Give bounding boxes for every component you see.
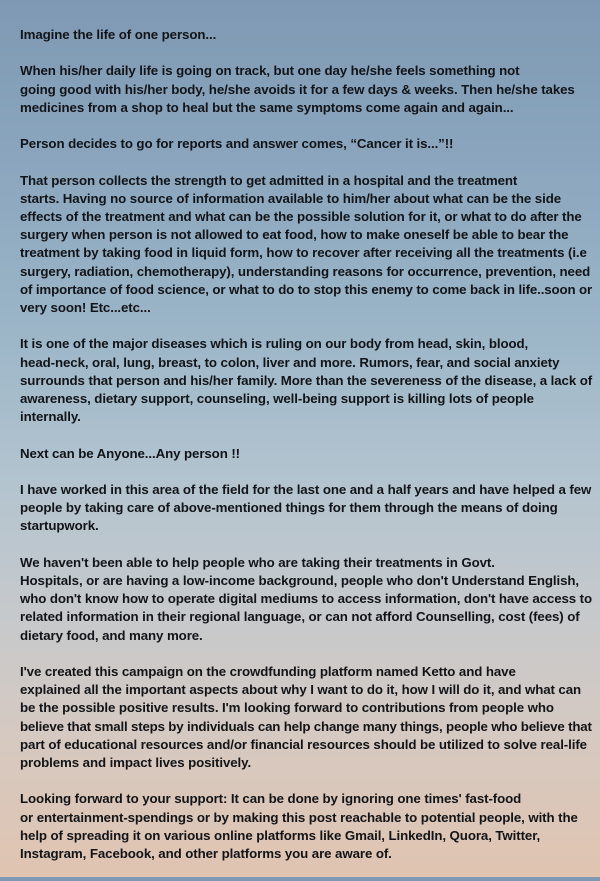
text-line: Looking forward to your support: It can be done by ignoring one times' fast-food <box>20 791 522 807</box>
paragraph-experience <box>20 481 592 536</box>
text-line: I've created this campaign on the crowdfunding platform named Ketto and have <box>20 663 516 679</box>
text-line: be the possible positive results. I'm looking forward to contributions from people who <box>20 700 554 716</box>
text-line: When his/her daily life is going on track, but one day he/she feels something not <box>20 63 520 79</box>
paragraph-disease <box>20 335 592 426</box>
text-line: dietary food, and many more. <box>20 627 203 643</box>
text-line: explained all the important aspects about why I want to do it, how I will do it, and what can <box>20 682 582 698</box>
text-line: surgery when person is not allowed to eat food, how to make oneself be able to bear the <box>20 227 569 243</box>
text-line: part of educational resources and/or financial resources should be utilized to solve real-life <box>20 736 587 752</box>
text-line: surrounds that person and his/her family. More than the severeness of the disease, a lack of <box>20 372 593 388</box>
paragraph-symptoms <box>20 62 592 117</box>
paragraph-support <box>20 790 592 863</box>
text-line: surgery, radiation, chemotherapy), understanding reasons for occurrence, prevention, need <box>20 263 591 279</box>
text-line: medicines from a shop to heal but the same symptoms come again and again... <box>20 99 514 115</box>
text-line: head-neck, oral, lung, breast, to colon, liver and more. Rumors, fear, and social anxiety <box>20 354 560 370</box>
paragraph-intro <box>20 26 592 44</box>
paragraph-gap <box>20 554 592 645</box>
text-line: That person collects the strength to get admitted in a hospital and the treatment <box>20 172 518 188</box>
text-line: effects of the treatment and what can be the possible solution for it, or what to do after the <box>20 208 582 224</box>
text-line: believe that small steps by individuals can help change many things, people who believe that <box>20 718 592 734</box>
paragraph-diagnosis <box>20 135 592 153</box>
text-line: of importance of food science, or what to do to stop this enemy to come back in life..soon or <box>20 281 593 297</box>
text-line: Instagram, Facebook, and other platforms you are aware of. <box>20 846 392 861</box>
text-line: or entertainment-spendings or by making this post reachable to potential people, with the <box>20 809 578 825</box>
text-line: help of spreading it on various online platforms like Gmail, LinkedIn, Quora, Twitter, <box>20 827 541 843</box>
text-line: people by taking care of above-mentioned things for them through the means of doing <box>20 500 558 516</box>
text-line: who don't know how to operate digital mediums to access information, don't have access to <box>20 591 592 607</box>
text-line: I have worked in this area of the field for the last one and a half years and have helped a few <box>20 481 592 497</box>
text-line: Imagine the life of one person... <box>20 27 217 42</box>
paragraph-treatment <box>20 172 592 318</box>
text-line: Person decides to go for reports and answer comes, “Cancer it is...”!! <box>20 136 454 152</box>
campaign-text <box>20 26 592 881</box>
paragraph-campaign <box>20 663 592 772</box>
paragraph-anyone <box>20 445 592 463</box>
text-line: internally. <box>20 409 81 425</box>
text-line: going good with his/her body, he/she avoids it for a few days & weeks. Then he/she takes <box>20 81 575 97</box>
text-line: It is one of the major diseases which is ruling on our body from head, skin, blood, <box>20 336 529 352</box>
text-line: very soon! Etc...etc... <box>20 300 151 315</box>
text-line: treatment by taking food in liquid form, how to recover after receiving all the treatments (i.e <box>20 245 587 261</box>
text-line: Next can be Anyone...Any person !! <box>20 445 240 461</box>
text-line: problems and impact lives positively. <box>20 755 252 770</box>
text-line: startupwork. <box>20 518 99 534</box>
text-line: starts. Having no source of information available to him/her about what can be the side <box>20 190 562 206</box>
text-line: awareness, dietary support, counseling, well-being support is killing lots of people <box>20 391 534 406</box>
text-line: Hospitals, or are having a low-income background, people who don't Understand English, <box>20 572 580 588</box>
text-line: We haven't been able to help people who are taking their treatments in Govt. <box>20 554 495 570</box>
text-line: related information in their regional language, or can not afford Counselling, cost (fees) of <box>20 609 580 625</box>
